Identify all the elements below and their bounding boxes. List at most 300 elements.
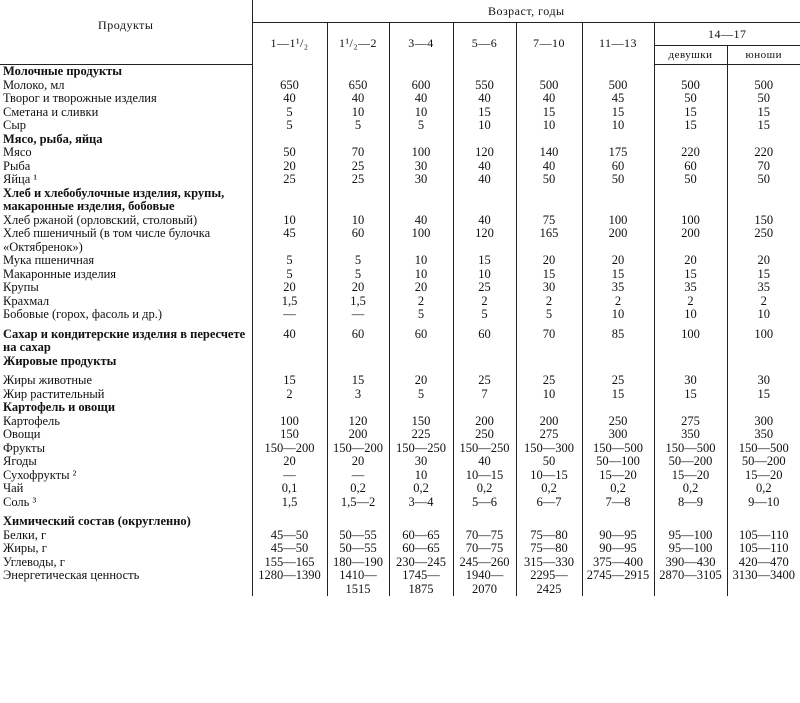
product-label: Рыба (3, 158, 31, 173)
value-cell: 40 (327, 92, 389, 106)
value-cell: 2295—2425 (516, 569, 582, 596)
value-cell: 5 (516, 308, 582, 322)
value-cell: 150—500 (727, 442, 800, 456)
value-cell: 5 (327, 254, 389, 268)
value-cell: 25 (453, 281, 516, 295)
value-cell: 3 (327, 388, 389, 402)
age-header: Возраст, годы (252, 0, 800, 23)
table-row (0, 119, 800, 133)
value-cell (252, 187, 327, 214)
value-cell: 2 (727, 295, 800, 309)
value-cell: 15—20 (582, 469, 654, 483)
value-cell: 10 (327, 214, 389, 228)
value-cell: 50—55 (327, 542, 389, 556)
value-cell (654, 401, 727, 415)
value-cell: 25 (516, 374, 582, 388)
value-cell: 5 (327, 119, 389, 133)
value-cell: 15 (727, 106, 800, 120)
value-cell: 225 (389, 428, 453, 442)
product-label: Хлеб пшеничный (в том числе булочка «Октябренок») (3, 226, 211, 254)
value-cell: 175 (582, 146, 654, 160)
value-cell (727, 65, 800, 79)
value-cell: 245—260 (453, 556, 516, 570)
value-cell: 10 (654, 308, 727, 322)
value-cell: 50 (654, 173, 727, 187)
value-cell: 1,5—2 (327, 496, 389, 510)
value-cell: 15 (453, 106, 516, 120)
age-col-header: 3—4 (389, 23, 453, 65)
value-cell: 180—190 (327, 556, 389, 570)
value-cell: 40 (252, 92, 327, 106)
value-cell: 150 (252, 428, 327, 442)
value-cell: 40 (453, 160, 516, 174)
value-cell: 10 (252, 214, 327, 228)
product-label: Крупы (3, 280, 39, 294)
value-cell: 45—50 (252, 529, 327, 543)
value-cell (516, 133, 582, 147)
table-row (0, 428, 800, 442)
value-cell: 50 (582, 173, 654, 187)
value-cell: 300 (727, 415, 800, 429)
product-label: Мука пшеничная (3, 253, 95, 267)
value-cell: 10 (453, 119, 516, 133)
value-cell: 60 (582, 160, 654, 174)
value-cell: 200 (582, 227, 654, 254)
value-cell: 30 (389, 173, 453, 187)
table-row (0, 556, 800, 570)
value-cell (654, 187, 727, 214)
value-cell: 350 (654, 428, 727, 442)
table-row (0, 482, 800, 496)
product-label: Сыр (3, 118, 26, 132)
value-cell: 10 (389, 254, 453, 268)
value-cell (389, 401, 453, 415)
table-row (0, 173, 800, 187)
value-cell: 45 (252, 227, 327, 254)
value-cell: 7 (453, 388, 516, 402)
value-cell: 155—165 (252, 556, 327, 570)
value-cell (453, 65, 516, 79)
value-cell (389, 133, 453, 147)
value-cell: 5 (389, 388, 453, 402)
value-cell: 2870—3105 (654, 569, 727, 596)
product-label: Мясо, рыба, яйца (3, 131, 103, 146)
product-label: Жиры животные (3, 373, 92, 387)
value-cell: 1,5 (327, 295, 389, 309)
value-cell: 165 (516, 227, 582, 254)
value-cell: 40 (516, 92, 582, 106)
value-cell: 20 (327, 281, 389, 295)
value-cell: 105—110 (727, 542, 800, 556)
value-cell: 500 (516, 79, 582, 93)
value-cell: 150—250 (453, 442, 516, 456)
value-cell (582, 65, 654, 79)
value-cell: 200 (453, 415, 516, 429)
boys-col-header: юноши (727, 46, 800, 65)
value-cell: 1,5 (252, 295, 327, 309)
value-cell: 220 (727, 146, 800, 160)
table-row (0, 388, 800, 402)
value-cell: 140 (516, 146, 582, 160)
value-cell: 220 (654, 146, 727, 160)
value-cell: 15 (727, 388, 800, 402)
section-row (0, 515, 800, 529)
product-label: Хлеб и хлебобулочные изделия, крупы, макаронные изделия, бобовые (3, 185, 225, 213)
value-cell: 40 (389, 92, 453, 106)
value-cell: 10 (389, 469, 453, 483)
value-cell: 70 (327, 146, 389, 160)
value-cell (327, 187, 389, 214)
value-cell: 15 (654, 119, 727, 133)
value-cell: 15 (727, 268, 800, 282)
value-cell (252, 515, 327, 529)
value-cell (727, 401, 800, 415)
value-cell: 15—20 (654, 469, 727, 483)
product-label: Хлеб ржаной (орловский, столовый) (3, 212, 198, 227)
value-cell: 150—200 (252, 442, 327, 456)
value-cell: 15 (582, 106, 654, 120)
value-cell: 95—100 (654, 529, 727, 543)
value-cell: 60—65 (389, 529, 453, 543)
value-cell (727, 515, 800, 529)
table-row (0, 214, 800, 228)
value-cell: 45 (582, 92, 654, 106)
value-cell: 100 (252, 415, 327, 429)
value-cell: 30 (654, 374, 727, 388)
value-cell: 120 (327, 415, 389, 429)
value-cell: 50 (654, 92, 727, 106)
value-cell (252, 355, 327, 369)
value-cell: 20 (327, 455, 389, 469)
value-cell: 15 (582, 388, 654, 402)
value-cell: 15 (516, 106, 582, 120)
value-cell: 1280—1390 (252, 569, 327, 596)
value-cell: 0,2 (516, 482, 582, 496)
value-cell: 50 (516, 173, 582, 187)
value-cell: 15 (654, 268, 727, 282)
table-row (0, 415, 800, 429)
age-col-header: 11—13 (582, 23, 654, 65)
value-cell: 70—75 (453, 542, 516, 556)
value-cell (252, 65, 327, 79)
age-col-header: 7—10 (516, 23, 582, 65)
value-cell: 120 (453, 227, 516, 254)
value-cell (727, 187, 800, 214)
value-cell: 90—95 (582, 542, 654, 556)
value-cell: 20 (389, 374, 453, 388)
value-cell: 100 (389, 146, 453, 160)
value-cell: 500 (727, 79, 800, 93)
product-label: Сахар и кондитерские изделия в пересчете на сахар (3, 326, 246, 354)
value-cell: 1745—1875 (389, 569, 453, 596)
product-label: Углеводы, г (3, 554, 65, 569)
value-cell: 0,1 (252, 482, 327, 496)
value-cell (654, 515, 727, 529)
value-cell: — (327, 469, 389, 483)
value-cell: 15 (654, 106, 727, 120)
value-cell: 20 (252, 281, 327, 295)
value-cell: 10—15 (453, 469, 516, 483)
value-cell: 100 (389, 227, 453, 254)
table-body (0, 65, 800, 597)
value-cell: 25 (327, 160, 389, 174)
age-col-header: 5—6 (453, 23, 516, 65)
value-cell: 275 (516, 428, 582, 442)
value-cell: 420—470 (727, 556, 800, 570)
value-cell (654, 65, 727, 79)
value-cell: 10—15 (516, 469, 582, 483)
value-cell: 30 (727, 374, 800, 388)
table-row (0, 106, 800, 120)
section-row (0, 187, 800, 214)
product-label: Соль ³ (3, 494, 37, 509)
value-cell: 85 (582, 328, 654, 355)
value-cell: 75—80 (516, 542, 582, 556)
value-cell: 1,5 (252, 496, 327, 510)
product-label: Бобовые (горох, фасоль и др.) (3, 307, 162, 321)
value-cell: 7—8 (582, 496, 654, 510)
value-cell: 25 (327, 173, 389, 187)
value-cell (727, 355, 800, 369)
value-cell: 40 (453, 173, 516, 187)
table-row (0, 227, 800, 254)
product-label: Картофель (3, 413, 60, 428)
table-row (0, 79, 800, 93)
product-label: Молоко, мл (3, 77, 65, 92)
girls-col-header: девушки (654, 46, 727, 65)
value-cell: 10 (582, 308, 654, 322)
value-cell: 250 (727, 227, 800, 254)
table-row (0, 295, 800, 309)
value-cell: 375—400 (582, 556, 654, 570)
value-cell: 150—250 (389, 442, 453, 456)
value-cell: 500 (582, 79, 654, 93)
value-cell: 5 (252, 268, 327, 282)
value-cell: 120 (453, 146, 516, 160)
value-cell: 25 (252, 173, 327, 187)
value-cell: 200 (516, 415, 582, 429)
product-label: Крахмал (3, 293, 50, 308)
value-cell: 25 (453, 374, 516, 388)
value-cell: 650 (327, 79, 389, 93)
product-label: Яйца ¹ (3, 172, 38, 186)
value-cell: 200 (327, 428, 389, 442)
value-cell: 35 (654, 281, 727, 295)
value-cell: 15 (252, 374, 327, 388)
value-cell: 250 (582, 415, 654, 429)
value-cell: 60 (453, 328, 516, 355)
value-cell: 5—6 (453, 496, 516, 510)
value-cell (516, 515, 582, 529)
value-cell: 70—75 (453, 529, 516, 543)
value-cell (389, 65, 453, 79)
value-cell: 60 (327, 227, 389, 254)
value-cell: 70 (516, 328, 582, 355)
value-cell: 30 (516, 281, 582, 295)
table-row (0, 374, 800, 388)
value-cell: 40 (389, 214, 453, 228)
value-cell (516, 187, 582, 214)
value-cell (582, 401, 654, 415)
value-cell: 100 (727, 328, 800, 355)
product-label: Картофель и овощи (3, 400, 116, 414)
value-cell: 0,2 (582, 482, 654, 496)
value-cell: 45—50 (252, 542, 327, 556)
table-row (0, 328, 800, 355)
product-label: Фрукты (3, 440, 45, 455)
value-cell: 60—65 (389, 542, 453, 556)
value-cell: 390—430 (654, 556, 727, 570)
table-row (0, 281, 800, 295)
section-row (0, 65, 800, 79)
value-cell: 2 (654, 295, 727, 309)
product-label: Молочные продукты (3, 64, 123, 78)
value-cell: 2 (252, 388, 327, 402)
value-cell (389, 515, 453, 529)
product-label: Мясо (3, 145, 32, 159)
value-cell: 70 (727, 160, 800, 174)
value-cell: 9—10 (727, 496, 800, 510)
value-cell: 50—200 (654, 455, 727, 469)
value-cell: 2745—2915 (582, 569, 654, 596)
value-cell: 10 (389, 106, 453, 120)
value-cell (252, 401, 327, 415)
value-cell: 150 (727, 214, 800, 228)
value-cell: 200 (654, 227, 727, 254)
product-label: Химический состав (округленно) (3, 514, 191, 528)
value-cell: 650 (252, 79, 327, 93)
age-col-header: 1—1¹/₂ (252, 23, 327, 65)
product-label: Творог и творожные изделия (3, 91, 157, 105)
value-cell: 8—9 (654, 496, 727, 510)
value-cell (516, 401, 582, 415)
section-row (0, 133, 800, 147)
value-cell: 40 (453, 455, 516, 469)
value-cell: 10 (727, 308, 800, 322)
product-label: Сметана и сливки (3, 104, 99, 119)
value-cell (327, 133, 389, 147)
value-cell: 50 (516, 455, 582, 469)
value-cell (389, 187, 453, 214)
value-cell: 20 (727, 254, 800, 268)
value-cell: 20 (389, 281, 453, 295)
value-cell (453, 355, 516, 369)
value-cell (582, 515, 654, 529)
table-row (0, 469, 800, 483)
value-cell (453, 401, 516, 415)
value-cell: 95—100 (654, 542, 727, 556)
value-cell: 40 (453, 214, 516, 228)
value-cell: 35 (727, 281, 800, 295)
value-cell (654, 355, 727, 369)
age-col-header: 1¹/₂—2 (327, 23, 389, 65)
value-cell: 15 (516, 268, 582, 282)
value-cell: 10 (389, 268, 453, 282)
value-cell: 30 (389, 455, 453, 469)
value-cell: 150—200 (327, 442, 389, 456)
value-cell: 2 (582, 295, 654, 309)
value-cell: 35 (582, 281, 654, 295)
value-cell (453, 515, 516, 529)
value-cell: 60 (389, 328, 453, 355)
value-cell: 350 (727, 428, 800, 442)
value-cell: 250 (453, 428, 516, 442)
value-cell: 0,2 (453, 482, 516, 496)
value-cell: 75 (516, 214, 582, 228)
value-cell: 5 (327, 268, 389, 282)
value-cell: 90—95 (582, 529, 654, 543)
value-cell (327, 401, 389, 415)
value-cell: 15 (453, 254, 516, 268)
product-label: Белки, г (3, 527, 47, 542)
table-row (0, 442, 800, 456)
teen-age-header: 14—17 (654, 23, 800, 46)
product-label: Чай (3, 481, 24, 495)
value-cell (389, 355, 453, 369)
table-row (0, 455, 800, 469)
value-cell: 2 (389, 295, 453, 309)
value-cell: 50 (727, 173, 800, 187)
value-cell (327, 65, 389, 79)
value-cell: 1410—1515 (327, 569, 389, 596)
value-cell (582, 133, 654, 147)
value-cell (453, 133, 516, 147)
value-cell: 275 (654, 415, 727, 429)
value-cell: 50—200 (727, 455, 800, 469)
value-cell: 300 (582, 428, 654, 442)
table-row (0, 92, 800, 106)
product-label: Макаронные изделия (3, 266, 117, 281)
value-cell: 0,2 (727, 482, 800, 496)
value-cell: 10 (327, 106, 389, 120)
value-cell: 40 (453, 92, 516, 106)
value-cell: 1940—2070 (453, 569, 516, 596)
value-cell: 10 (516, 119, 582, 133)
table-row (0, 268, 800, 282)
table-row (0, 542, 800, 556)
value-cell: 60 (654, 160, 727, 174)
value-cell (516, 65, 582, 79)
value-cell: 15 (727, 119, 800, 133)
value-cell: 15 (582, 268, 654, 282)
value-cell: 50 (252, 146, 327, 160)
table-row (0, 496, 800, 510)
table-row (0, 254, 800, 268)
value-cell: 0,2 (654, 482, 727, 496)
value-cell (327, 515, 389, 529)
value-cell: 2 (516, 295, 582, 309)
table-row (0, 529, 800, 543)
value-cell: 100 (654, 214, 727, 228)
value-cell: 60 (327, 328, 389, 355)
value-cell (582, 187, 654, 214)
value-cell: 20 (516, 254, 582, 268)
value-cell: 50—100 (582, 455, 654, 469)
value-cell: 2 (453, 295, 516, 309)
value-cell: 15—20 (727, 469, 800, 483)
value-cell: 0,2 (389, 482, 453, 496)
value-cell: 50 (727, 92, 800, 106)
value-cell (582, 355, 654, 369)
value-cell: — (252, 469, 327, 483)
value-cell: 30 (389, 160, 453, 174)
section-row (0, 401, 800, 415)
value-cell: 550 (453, 79, 516, 93)
value-cell (327, 355, 389, 369)
value-cell: 315—330 (516, 556, 582, 570)
value-cell: 15 (327, 374, 389, 388)
product-label: Овощи (3, 427, 41, 441)
